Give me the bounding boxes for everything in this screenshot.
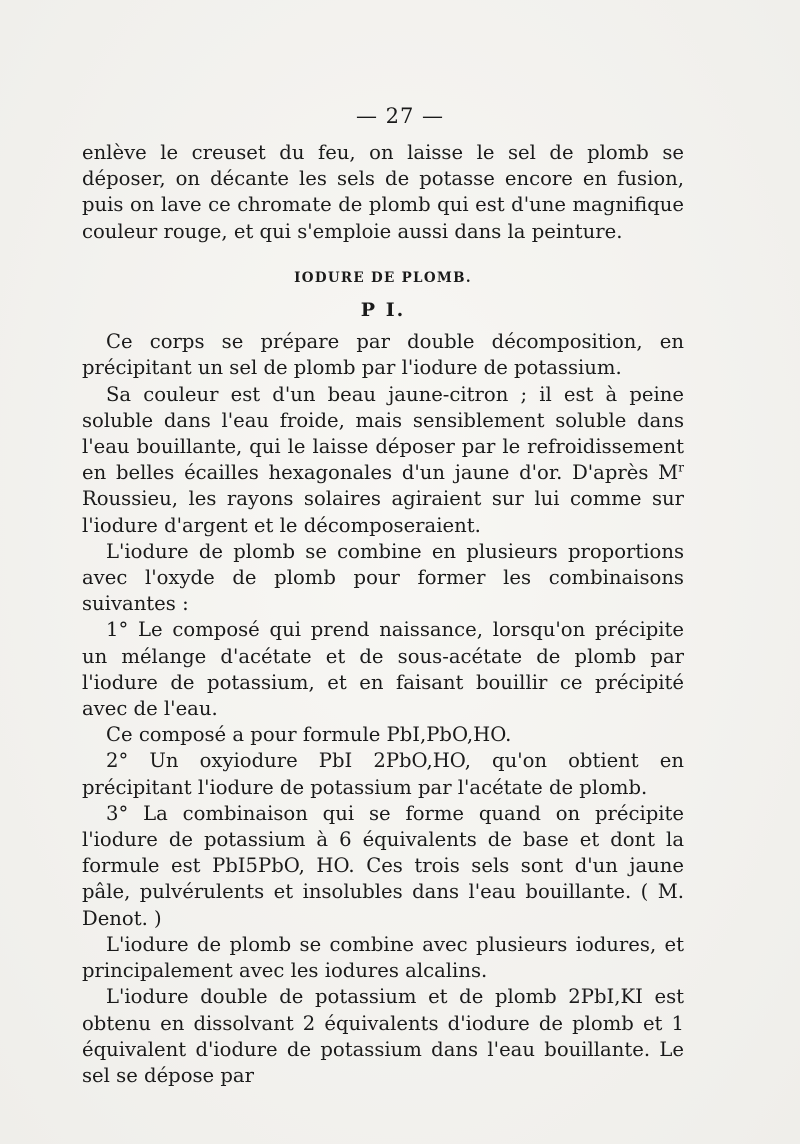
paragraph: 2° Un oxyiodure PbI 2PbO,HO, qu'on obtient en précipitant l'iodure de potassium par l'acétate de plomb. — [82, 749, 684, 799]
page-number: — 27 — — [355, 104, 445, 128]
paragraph: Ce corps se prépare par double décomposition, en précipitant un sel de plomb par l'iodure de potassium. — [82, 330, 684, 380]
paragraph: L'iodure de plomb se combine en plusieurs proportions avec l'oxyde de plomb pour former les combinaisons suivantes : — [82, 539, 684, 616]
paragraph: L'iodure de plomb se combine avec plusieurs iodures, et principalement avec les iodures alcalins. — [82, 932, 684, 983]
paragraph: L'iodure double de potassium et de plomb 2PbI,KI est obtenu en dissolvant 2 équivalents d'iodure de plomb et 1 équivalent d'iodure de potassium dans l'eau bouillante. Le sel se dépose par — [82, 985, 684, 1087]
section-subheading: P I. — [360, 299, 406, 322]
paragraph: Sa couleur est d'un beau jaune-citron ; il est à peine soluble dans l'eau froide, mais sensiblement soluble dans l'eau bouillante, qui le laisse déposer par le refroidissement en belles écailles hexagonales d'un jaune d'or. D'après $M^r$ Roussieu, les rayons solaires agiraient sur lui comme sur l'iodure d'argent et le décomposeraient. — [82, 382, 684, 537]
paragraph: 1° Le composé qui prend naissance, lorsqu'on précipite un mélange d'acétate et de sous-acétate de plomb par l'iodure de potassium, et en faisant bouillir ce précipité avec de l'eau. — [82, 618, 684, 721]
section-heading: IODURE DE PLOMB. — [294, 269, 472, 286]
paragraph: Ce composé a pour formule PbI,PbO,HO. — [106, 723, 512, 747]
paragraph: 3° La combinaison qui se forme quand on précipite l'iodure de potassium à 6 équivalents de base et dont la formule est PbI5PbO, HO. Ces trois sels sont d'un jaune pâle, pulvérulents et insolubles dans l'eau bouillante. ( M. Denot. ) — [82, 801, 684, 930]
paragraph: enlève le creuset du feu, on laisse le sel de plomb se déposer, on décante les sels de potasse encore en fusion, puis on lave ce chromate de plomb qui est d'une magnifique couleur rouge, et qui s'emploie aussi dans la peinture. — [82, 141, 684, 243]
page-body — [82, 140, 684, 1089]
